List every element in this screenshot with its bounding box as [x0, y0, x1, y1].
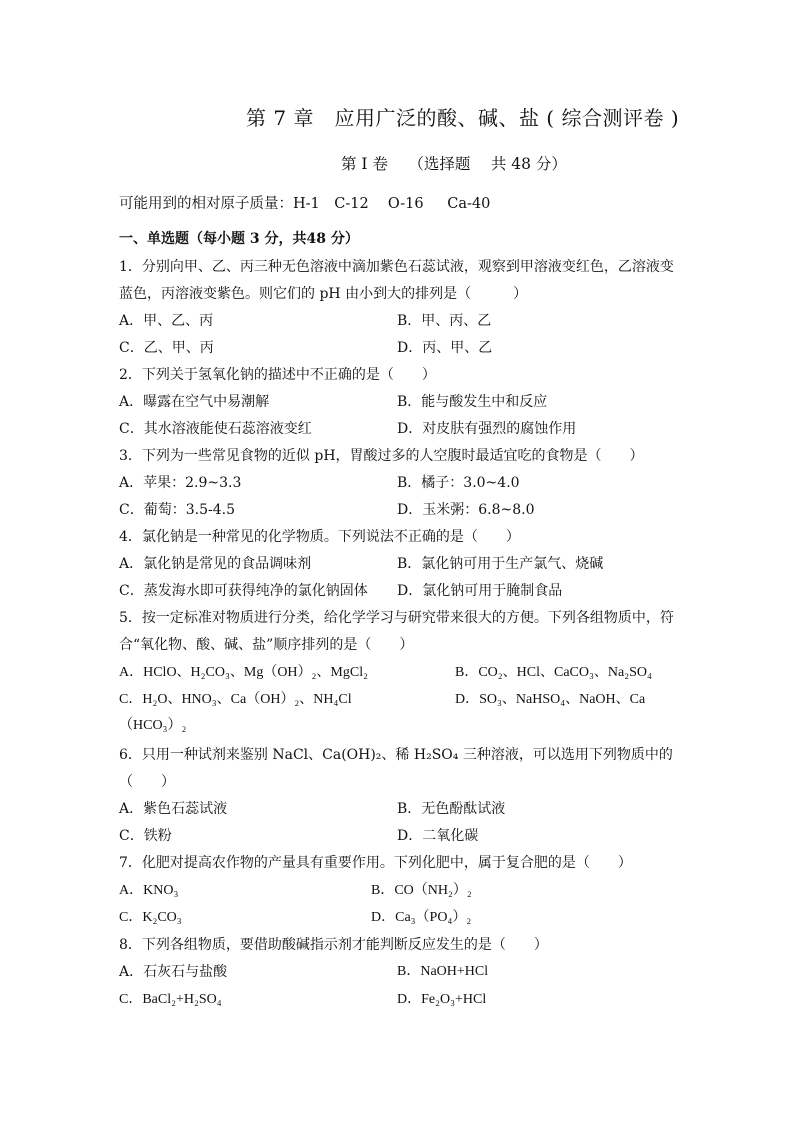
- question-5-option-d-continued: （HCO₃）₂: [119, 718, 187, 733]
- question-5-option-d: D．SO₃、NaHSO₄、NaOH、Ca: [455, 692, 646, 707]
- question-5-stem-line-2: 合“氧化物、酸、碱、盐”顺序排列的是（ ）: [119, 637, 414, 653]
- question-4-option-c: C．蒸发海水即可获得纯净的氯化钠固体: [119, 583, 368, 599]
- question-5-option-a: A．HClO、H₂CO₃、Mg（OH）₂、MgCl₂: [119, 665, 368, 680]
- question-8-option-b: B．NaOH+HCl: [397, 964, 489, 979]
- question-6-option-a: A．紫色石蕊试液: [119, 801, 228, 817]
- question-1-option-b: B．甲、丙、乙: [397, 313, 492, 329]
- section-subtitle: 第 I 卷 （选择题 共 48 分）: [341, 155, 567, 173]
- question-6-option-d: D．二氧化碳: [397, 828, 479, 844]
- question-6-option-b: B．无色酚酞试液: [397, 801, 506, 817]
- question-8-stem: 8．下列各组物质，要借助酸碱指示剂才能判断反应发生的是（ ）: [119, 937, 548, 953]
- question-3-option-d: D．玉米粥：6.8~8.0: [397, 502, 535, 518]
- question-2-option-a: A．曝露在空气中易潮解: [119, 394, 270, 410]
- question-3-option-b: B．橘子：3.0~4.0: [397, 475, 520, 491]
- atomic-mass-note: 可能用到的相对原子质量：H-1 C-12 O-16 Ca-40: [119, 196, 491, 212]
- question-3-stem: 3．下列为一些常见食物的近似 pH，胃酸过多的人空腹时最适宜吃的食物是（ ）: [119, 448, 644, 464]
- question-7-option-c: C．K₂CO₃: [119, 910, 182, 925]
- question-2-stem: 2．下列关于氢氧化钠的描述中不正确的是（ ）: [119, 367, 436, 383]
- question-1-stem-line-2: 蓝色，丙溶液变紫色。则它们的 pH 由小到大的排列是（ ）: [119, 286, 528, 302]
- question-2-option-b: B．能与酸发生中和反应: [397, 394, 548, 410]
- question-8-option-c: C．BaCl₂+H₂SO₄: [119, 992, 222, 1007]
- page-title: 第 7 章 应用广泛的酸、碱、盐 ( 综合测评卷 ): [246, 106, 680, 130]
- question-5-option-c: C．H₂O、HNO₃、Ca（OH）₂、NH₄Cl: [119, 692, 352, 707]
- question-7-option-a: A．KNO₃: [119, 883, 179, 898]
- question-1-option-d: D．丙、甲、乙: [397, 340, 493, 356]
- question-8-option-d: D．Fe₂O₃+HCl: [397, 992, 487, 1007]
- question-7-option-d: D．Ca₃（PO₄）₂: [371, 910, 472, 925]
- question-6-stem-line-1: 6．只用一种试剂来鉴别 NaCl、Ca(OH)₂、稀 H₂SO₄ 三种溶液，可以选用下列物质中的: [119, 747, 673, 763]
- question-2-option-c: C．其水溶液能使石蕊溶液变红: [119, 421, 312, 437]
- question-6-option-c: C．铁粉: [119, 828, 172, 844]
- question-8-option-a: A．石灰石与盐酸: [119, 964, 228, 980]
- question-4-option-a: A．氯化钠是常见的食品调味剂: [119, 556, 312, 572]
- section-heading: 一、单选题（每小题 3 分，共48 分）: [119, 231, 359, 247]
- question-2-option-d: D．对皮肤有强烈的腐蚀作用: [397, 421, 577, 437]
- question-1-option-c: C．乙、甲、丙: [119, 340, 214, 356]
- question-3-option-c: C．葡萄：3.5-4.5: [119, 502, 235, 518]
- question-1-option-a: A．甲、乙、丙: [119, 313, 214, 329]
- question-4-option-b: B．氯化钠可用于生产氯气、烧碱: [397, 556, 604, 572]
- question-1-stem-line-1: 1．分别向甲、乙、丙三种无色溶液中滴加紫色石蕊试液，观察到甲溶液变红色，乙溶液变: [119, 259, 674, 275]
- question-6-stem-line-2: （ ）: [119, 774, 175, 790]
- question-5-stem-line-1: 5．按一定标准对物质进行分类，给化学学习与研究带来很大的方便。下列各组物质中，符: [119, 610, 674, 626]
- question-5-option-b: B．CO₂、HCl、CaCO₃、Na₂SO₄: [455, 665, 652, 680]
- question-4-option-d: D．氯化钠可用于腌制食品: [397, 583, 563, 599]
- question-3-option-a: A．苹果：2.9~3.3: [119, 475, 242, 491]
- question-7-option-b: B．CO（NH₂）₂: [371, 883, 472, 898]
- question-4-stem: 4．氯化钠是一种常见的化学物质。下列说法不正确的是（ ）: [119, 529, 520, 545]
- question-7-stem: 7．化肥对提高农作物的产量具有重要作用。下列化肥中，属于复合肥的是（ ）: [119, 855, 632, 871]
